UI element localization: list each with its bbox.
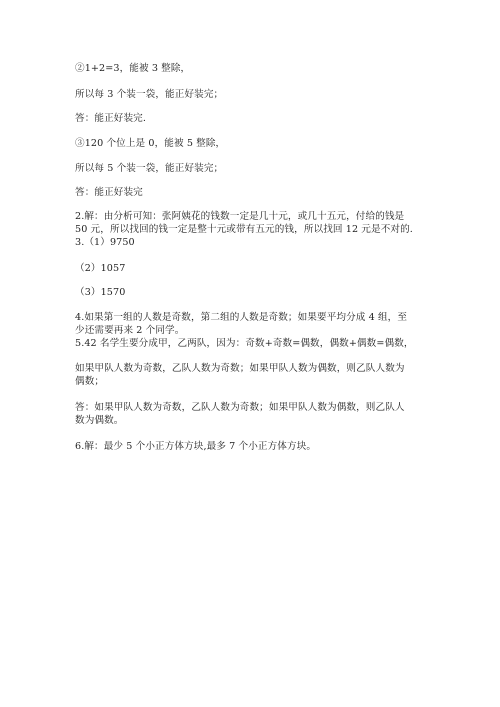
text-line: 50 元，所以找回的钱一定是整十元或带有五元的钱，所以找回 12 元是不对的. — [75, 224, 413, 235]
text-line: 少还需要再来 2 个同学。 — [75, 325, 185, 336]
text-line: ③120 个位上是 0，能被 5 整除， — [75, 138, 226, 149]
text-line: 5.42 名学生要分成甲，乙两队，因为：奇数+奇数=偶数，偶数+偶数=偶数， — [75, 338, 414, 349]
text-line: 如果甲队人数为奇数，乙队人数为奇数；如果甲队人数为偶数，则乙队人数为 — [75, 363, 405, 374]
text-line: 3.（1）9750 — [75, 237, 135, 248]
text-line: 答：能正好装完 — [75, 187, 143, 198]
text-line: （3）1570 — [75, 287, 126, 298]
text-line: 所以每 3 个装一袋，能正好装完； — [75, 89, 224, 100]
text-line: 答：如果甲队人数为奇数，乙队人数为奇数；如果甲队人数为偶数，则乙队人 — [75, 402, 405, 413]
text-line: 2.解：由分析可知：张阿姨花的钱数一定是几十元，或几十五元，付给的钱是 — [75, 211, 405, 222]
text-line: 6.解：最少 5 个小正方体方块,最多 7 个小正方体方块。 — [75, 441, 317, 452]
text-line: 所以每 5 个装一袋，能正好装完； — [75, 163, 224, 174]
text-line: 数为偶数。 — [75, 415, 124, 426]
text-line: （2）1057 — [75, 263, 126, 274]
text-line: 答：能正好装完. — [75, 113, 147, 124]
text-line: ②1+2=3，能被 3 整除， — [75, 63, 191, 74]
text-line: 偶数； — [75, 376, 105, 387]
text-line: 4.如果第一组的人数是奇数，第二组的人数是奇数；如果要平均分成 4 组，至 — [75, 312, 408, 323]
